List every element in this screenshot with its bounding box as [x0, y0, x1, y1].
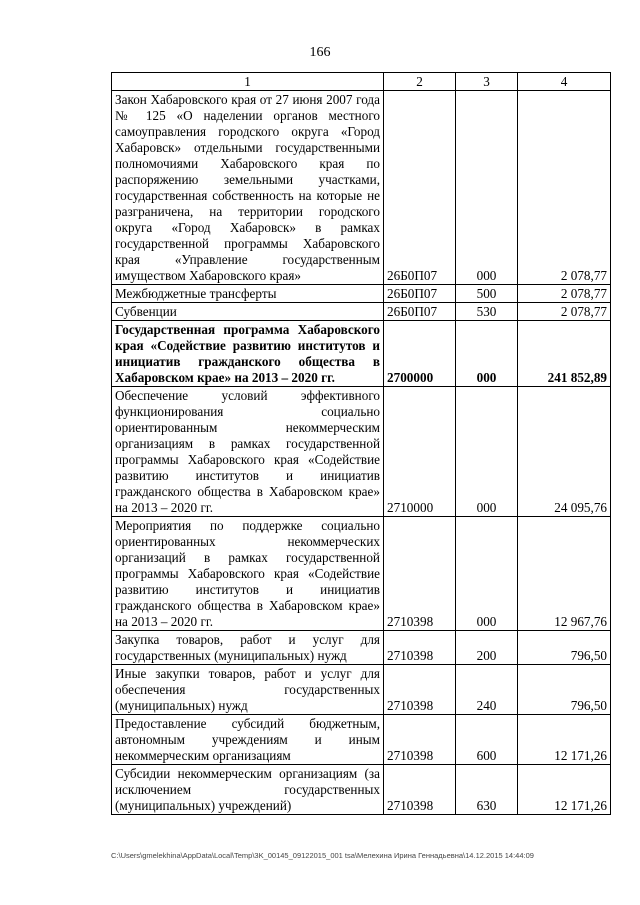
row-amount-cell: 12 171,26: [518, 715, 611, 765]
table-row: [112, 285, 611, 303]
table-row: [112, 665, 611, 715]
row-group-cell: 000: [456, 517, 518, 631]
row-code-cell: 26Б0П07: [384, 303, 456, 321]
table-row: [112, 303, 611, 321]
row-group-cell: 000: [456, 91, 518, 285]
table-row: [112, 715, 611, 765]
header-col-1: 1: [112, 73, 384, 91]
row-amount-cell: 12 171,26: [518, 765, 611, 815]
row-amount-cell: 2 078,77: [518, 285, 611, 303]
row-name-cell: Закупка товаров, работ и услуг для государственных (муниципальных) нужд: [112, 631, 384, 665]
row-name-cell: Государственная программа Хабаровского края «Содействие развитию институтов и инициатив гражданского общества в Хабаровском крае» на 2013 – 2020 гг.: [112, 321, 384, 387]
row-amount-cell: 2 078,77: [518, 303, 611, 321]
row-group-cell: 600: [456, 715, 518, 765]
header-col-4: 4: [518, 73, 611, 91]
table-row: [112, 631, 611, 665]
table-header-row: [112, 73, 611, 91]
row-code-cell: 2710398: [384, 765, 456, 815]
row-code-cell: 2710398: [384, 665, 456, 715]
row-group-cell: 000: [456, 387, 518, 517]
table-row: [112, 765, 611, 815]
row-name-cell: Обеспечение условий эффективного функционирования социально ориентированным некоммерческим организациям в рамках государственной программы Хабаровского края «Содействие развитию институтов и инициатив гражданского общества в Хабаровском крае» на 2013 – 2020 гг.: [112, 387, 384, 517]
row-group-cell: 240: [456, 665, 518, 715]
row-amount-cell: 241 852,89: [518, 321, 611, 387]
row-amount-cell: 2 078,77: [518, 91, 611, 285]
row-code-cell: 2710398: [384, 517, 456, 631]
row-name-cell: Закон Хабаровского края от 27 июня 2007 года № 125 «О наделении органов местного самоуправления городского округа «Город Хабаровск» отдельными государственными полномочиями Хабаровского края по распоряжению земельными участками, государственная собственность на которые не разграничена, на территории городского округа «Город Хабаровск» в рамках государственной программы Хабаровского края «Управление государственным имуществом Хабаровского края»: [112, 91, 384, 285]
row-name-cell: Субсидии некоммерческим организациям (за исключением государственных (муниципальных) учреждений): [112, 765, 384, 815]
row-code-cell: 2710398: [384, 631, 456, 665]
row-group-cell: 000: [456, 321, 518, 387]
header-col-3: 3: [456, 73, 518, 91]
row-code-cell: 2710000: [384, 387, 456, 517]
table-row: [112, 321, 611, 387]
page-number: 166: [309, 45, 331, 60]
row-name-cell: Субвенции: [112, 303, 384, 321]
row-code-cell: 2700000: [384, 321, 456, 387]
row-amount-cell: 24 095,76: [518, 387, 611, 517]
row-amount-cell: 796,50: [518, 631, 611, 665]
row-name-cell: Мероприятия по поддержке социально ориентированных некоммерческих организаций в рамках государственной программы Хабаровского края «Содействие развитию институтов и инициатив гражданского общества в Хабаровском крае» на 2013 – 2020 гг.: [112, 517, 384, 631]
table-row: [112, 517, 611, 631]
table-row: [112, 387, 611, 517]
table-row: [112, 91, 611, 285]
row-code-cell: 26Б0П07: [384, 285, 456, 303]
row-group-cell: 200: [456, 631, 518, 665]
row-name-cell: Предоставление субсидий бюджетным, автономным учреждениям и иным некоммерческим организациям: [112, 715, 384, 765]
row-name-cell: Межбюджетные трансферты: [112, 285, 384, 303]
row-group-cell: 500: [456, 285, 518, 303]
budget-table: [111, 72, 611, 815]
row-name-cell: Иные закупки товаров, работ и услуг для обеспечения государственных (муниципальных) нужд: [112, 665, 384, 715]
row-group-cell: 530: [456, 303, 518, 321]
row-amount-cell: 12 967,76: [518, 517, 611, 631]
file-path-footer: C:\Users\gmelekhina\AppData\Local\Temp\3K_00145_09122015_001 tsa\Мелехина Ирина Геннадьевна\14.12.2015 14:44:09: [111, 851, 534, 860]
row-code-cell: 2710398: [384, 715, 456, 765]
row-group-cell: 630: [456, 765, 518, 815]
header-col-2: 2: [384, 73, 456, 91]
row-amount-cell: 796,50: [518, 665, 611, 715]
row-code-cell: 26Б0П07: [384, 91, 456, 285]
